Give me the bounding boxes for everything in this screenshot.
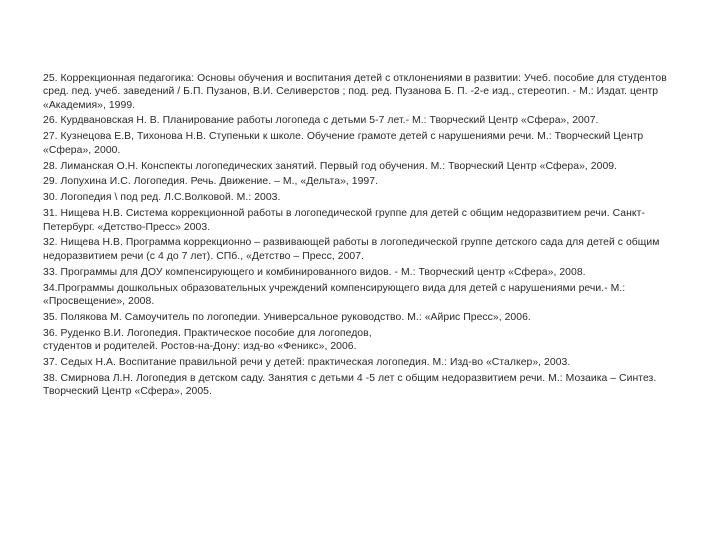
reference-item-26: 26. Курдвановская Н. В. Планирование работы логопеда с детьми 5-7 лет.- М.: Творческий Центр «Сфера», 2007. [43,115,599,127]
reference-item-37: 37. Седых Н.А. Воспитание правильной речи у детей: практическая логопедия. М.: Изд-во «Сталкер», 2003. [43,356,571,368]
reference-item-33: 33. Программы для ДОУ компенсирующего и комбинированного видов. - М.: Творческий центр «Сфера», 2008. [43,266,586,278]
reference-item-31: 31. Нищева Н.В. Система коррекционной работы в логопедической группе для детей с общим недоразвитием речи. Санкт-Петербург. «Детство-Пресс» 2003. [43,208,645,233]
reference-item-38: 38. Смирнова Л.Н. Логопедия в детском саду. Занятия с детьми 4 -5 лет с общим недоразвитием речи. М.: Мозаика – Синтез. Творческий Центр «Сфера», 2005. [43,372,657,397]
reference-item-27: 27. Кузнецова Е.В, Тихонова Н.В. Ступеньки к школе. Обучение грамоте детей с нарушениями речи. М.: Творческий Центр «Сфера», 2000. [43,131,644,156]
reference-item-32: 32. Нищева Н.В. Программа коррекционно – развивающей работы в логопедической группе детского сада для детей с общим недоразвитием речи (с 4 до 7 лет). СПб., «Детство – Пресс, 2007. [43,237,660,262]
reference-item-29: 29. Лопухина И.С. Логопедия. Речь. Движение. – М., «Дельта», 1997. [43,176,379,188]
reference-item-34: 34.Программы дошкольных образовательных учреждений компенсирующего вида для детей с нарушениями речи.- М.: «Просвещение», 2008. [43,282,626,307]
reference-item-36: 36. Руденко В.И. Логопедия. Практическое пособие для логопедов, студентов и родителей. Ростов-на-Дону: изд-во «Феникс», 2006. [43,327,372,352]
reference-list [43,72,683,401]
reference-item-35: 35. Полякова М. Самоучитель по логопедии. Универсальное руководство. М.: «Айрис Пресс», 2006. [43,311,531,323]
reference-item-30: 30. Логопедия \ под ред. Л.С.Волковой. М.: 2003. [43,192,281,204]
reference-item-25: 25. Коррекционная педагогика: Основы обучения и воспитания детей с отклонениями в развитии: Учеб. пособие для студентов сред. пед. учеб. заведений / Б.П. Пузанов, В.И. Селиверстов ; под. ред. Пузанова Б. П. -2-е изд., стереотип. - М.: Издат. центр «Академия», 1999. [43,73,667,111]
reference-item-28: 28. Лиманская О.Н. Конспекты логопедических занятий. Первый год обучения. М.: Творческий Центр «Сфера», 2009. [43,160,618,172]
